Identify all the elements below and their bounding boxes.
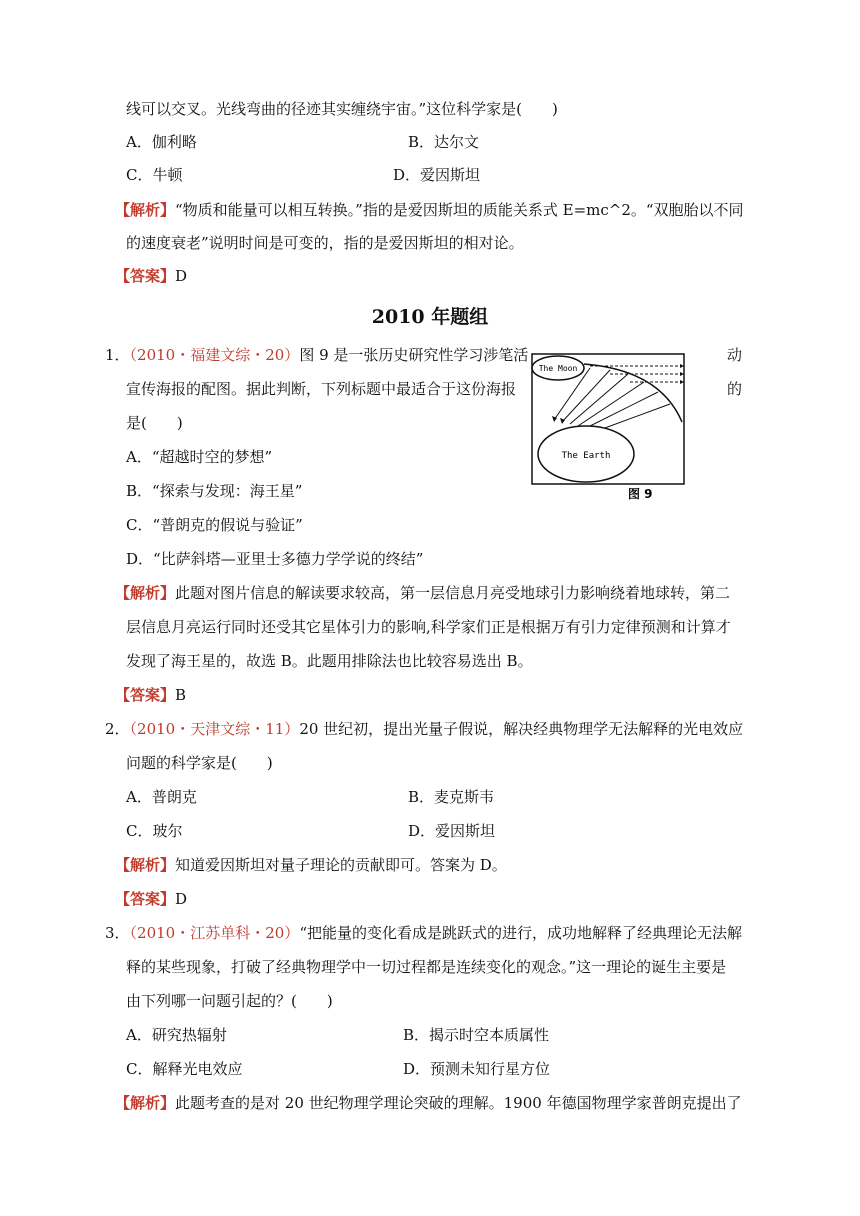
question-text: 由下列哪一问题引起的？( ) [126, 992, 333, 1010]
question-text: 的 [727, 380, 743, 398]
moon-label: The Moon [538, 364, 578, 373]
answer-value: D [175, 890, 188, 908]
question-source: （2010・江苏单科・20） [129, 924, 300, 942]
earth-label: The Earth [561, 451, 611, 461]
question-3 [105, 923, 742, 943]
question-text: 问题的科学家是( ) [126, 754, 273, 772]
analysis-tag: 【解析】 [115, 856, 176, 874]
question-text: 线可以交叉。光线弯曲的径迹其实缠绕宇宙。”这位科学家是( ) [126, 100, 558, 118]
option-a: A．普朗克 [126, 788, 197, 806]
question-source: （2010・天津文综・11） [129, 720, 300, 738]
option-c: C．玻尔 [126, 822, 183, 840]
orbit-arc [584, 364, 682, 422]
question-text: 图 9 是一张历史研究性学习涉笔活 [299, 346, 529, 364]
analysis-text: 发现了海王星的，故选 B。此题用排除法也比较容易选出 B。 [126, 652, 533, 670]
section-title: 2010 年题组 [371, 306, 489, 328]
answer-tag: 【答案】 [115, 686, 176, 704]
option-a: A．伽利略 [126, 133, 197, 151]
question-text: 释的某些现象，打破了经典物理学中一切过程都是连续变化的观念。”这一理论的诞生主要是 [126, 958, 727, 976]
option-b: B．揭示时空本质属性 [403, 1026, 550, 1044]
question-text: “把能量的变化看成是跳跃式的进行，成功地解释了经典理论无法解 [299, 924, 742, 942]
option-d: D．爱因斯坦 [393, 166, 481, 184]
analysis-tag: 【解析】 [115, 201, 176, 219]
option-b: B．“探索与发现：海王星” [126, 482, 303, 500]
option-c: C．解释光电效应 [126, 1060, 243, 1078]
option-c: C．“普朗克的假说与验证” [126, 516, 303, 534]
answer [115, 266, 187, 286]
option-a: A．“超越时空的梦想” [126, 448, 273, 466]
analysis [115, 855, 507, 875]
analysis [115, 1093, 742, 1113]
option-d: D．爱因斯坦 [408, 822, 496, 840]
answer [115, 889, 187, 909]
analysis-text: 此题考查的是对 20 世纪物理学理论突破的理解。1900 年德国物理学家普朗克提出了 [175, 1094, 742, 1112]
question-number: 3． [105, 924, 130, 942]
analysis-text: 知道爱因斯坦对量子理论的贡献即可。答案为 D。 [175, 856, 507, 874]
option-a: A．研究热辐射 [126, 1026, 227, 1044]
figure-caption: 图 9 [628, 487, 653, 501]
question-number: 1． [105, 346, 130, 364]
question-text: 动 [727, 346, 743, 364]
option-b: B．麦克斯韦 [408, 788, 495, 806]
question-2 [105, 719, 743, 739]
answer-tag: 【答案】 [115, 890, 176, 908]
analysis-text: 层信息月亮运行同时还受其它星体引力的影响,科学家们正是根据万有引力定律预测和计算才 [126, 618, 731, 636]
answer [115, 685, 186, 705]
analysis-text: 此题对图片信息的解读要求较高，第一层信息月亮受地球引力影响绕着地球转，第二 [175, 584, 731, 602]
option-d: D．预测未知行星方位 [403, 1060, 551, 1078]
question-number: 2． [105, 720, 130, 738]
option-c: C．牛顿 [126, 166, 183, 184]
option-d: D．“比萨斜塔—亚里士多德力学学说的终结” [126, 550, 424, 568]
question-text: 20 世纪初，提出光量子假说，解决经典物理学无法解释的光电效应 [299, 720, 744, 738]
option-b: B．达尔文 [408, 133, 480, 151]
answer-value: D [175, 267, 188, 285]
analysis [115, 200, 744, 220]
question-text: 是( ) [126, 414, 183, 432]
figure-9 [530, 352, 720, 502]
answer-tag: 【答案】 [115, 267, 176, 285]
question-1 [105, 345, 528, 365]
analysis-tag: 【解析】 [115, 1094, 176, 1112]
question-text: 宣传海报的配图。据此判断，下列标题中最适合于这份海报 [126, 380, 517, 398]
question-source: （2010・福建文综・20） [129, 346, 300, 364]
analysis-text: 的速度衰老”说明时间是可变的，指的是爱因斯坦的相对论。 [126, 234, 524, 252]
answer-value: B [175, 686, 187, 704]
analysis-text: “物质和能量可以相互转换。”指的是爱因斯坦的质能关系式 E=mc^2。“双胞胎以不同 [175, 201, 744, 219]
analysis-tag: 【解析】 [115, 584, 176, 602]
analysis [115, 583, 730, 603]
